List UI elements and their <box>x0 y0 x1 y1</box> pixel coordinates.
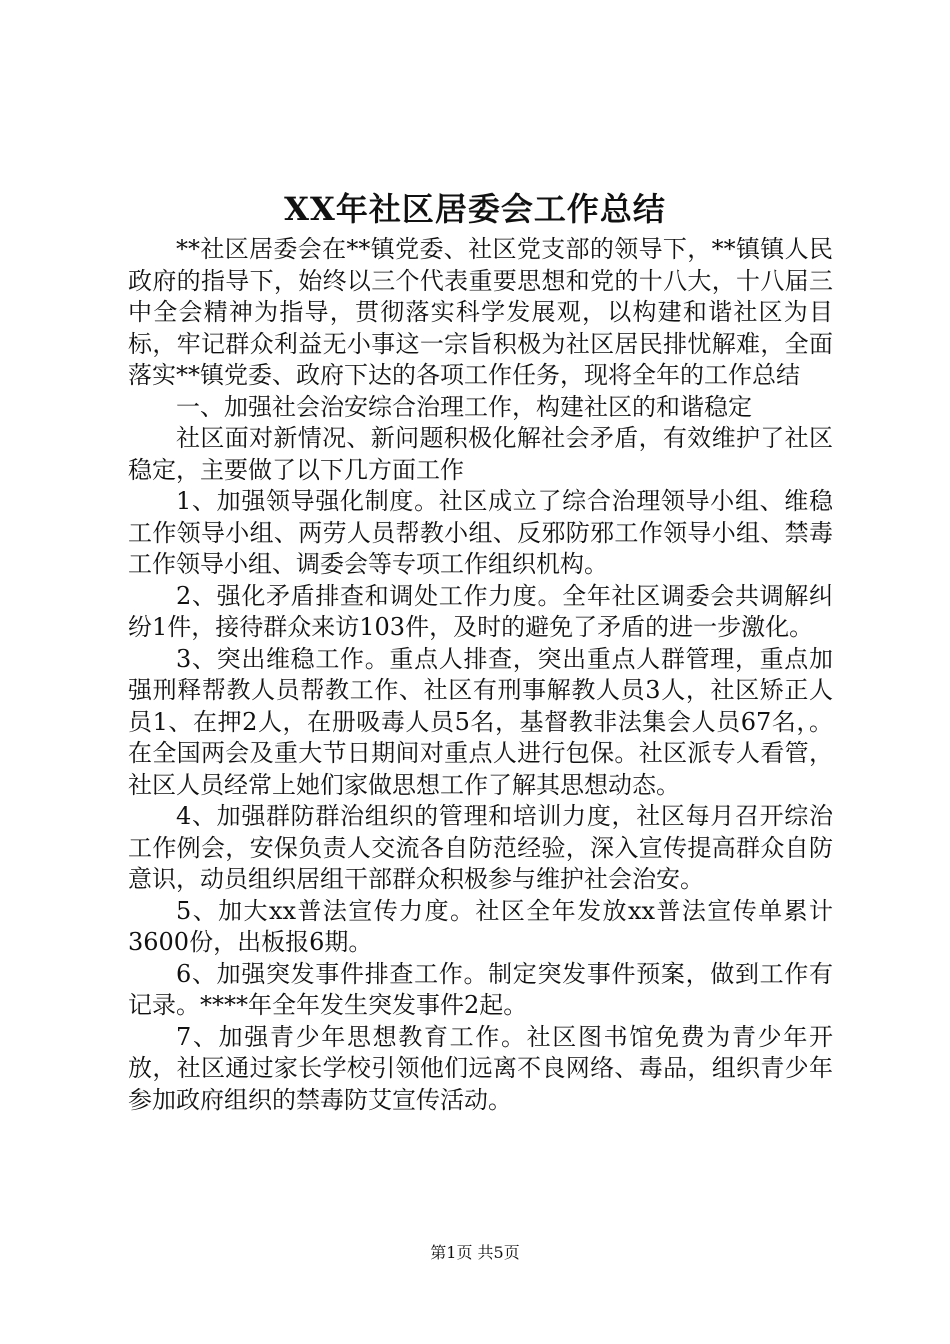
paragraph-intro: **社区居委会在**镇党委、社区党支部的领导下，**镇镇人民政府的指导下，始终以三个代表重要思想和党的十八大，十八届三中全会精神为指导，贯彻落实科学发展观，以构建和谐社区为目标，牢记群众利益无小事这一宗旨积极为社区居民排忧解难，全面落实**镇党委、政府下达的各项工作任务，现将全年的工作总结 <box>128 235 833 389</box>
document-body <box>128 234 833 1116</box>
page-footer: 第1页 共5页 <box>430 1243 520 1262</box>
paragraph-item-4: 4、加强群防群治组织的管理和培训力度，社区每月召开综治工作例会，安保负责人交流各自防范经验，深入宣传提高群众自防意识，动员组织居组干部群众积极参与维护社会治安。 <box>128 802 833 893</box>
paragraph-overview: 社区面对新情况、新问题积极化解社会矛盾，有效维护了社区稳定，主要做了以下几方面工作 <box>128 424 833 484</box>
paragraph-item-1: 1、加强领导强化制度。社区成立了综合治理领导小组、维稳工作领导小组、两劳人员帮教小组、反邪防邪工作领导小组、禁毒工作领导小组、调委会等专项工作组织机构。 <box>128 487 833 578</box>
section-heading: 一、加强社会治安综合治理工作，构建社区的和谐稳定 <box>176 392 752 421</box>
paragraph-item-7: 7、加强青少年思想教育工作。社区图书馆免费为青少年开放，社区通过家长学校引领他们远离不良网络、毒品，组织青少年参加政府组织的禁毒防艾宣传活动。 <box>128 1022 833 1114</box>
paragraph-item-6: 6、加强突发事件排查工作。制定突发事件预案，做到工作有记录。****年全年发生突发事件2起。 <box>128 959 833 1019</box>
document-title: XX年社区居委会工作总结 <box>284 190 666 228</box>
paragraph-item-5: 5、加大xx普法宣传力度。社区全年发放xx普法宣传单累计3600份，出板报6期。 <box>128 896 833 956</box>
paragraph-item-3: 3、突出维稳工作。重点人排查，突出重点人群管理，重点加强刑释帮教人员帮教工作、社区有刑事解教人员3人，社区矫正人员1、在押2人，在册吸毒人员5名，基督教非法集会人员67名，。在全国两会及重大节日期间对重点人进行包保。社区派专人看管，社区人员经常上她们家做思想工作了解其思想动态。 <box>128 644 833 799</box>
paragraph-item-2: 2、强化矛盾排查和调处工作力度。全年社区调委会共调解纠纷1件，接待群众来访103件，及时的避免了矛盾的进一步激化。 <box>128 581 833 641</box>
